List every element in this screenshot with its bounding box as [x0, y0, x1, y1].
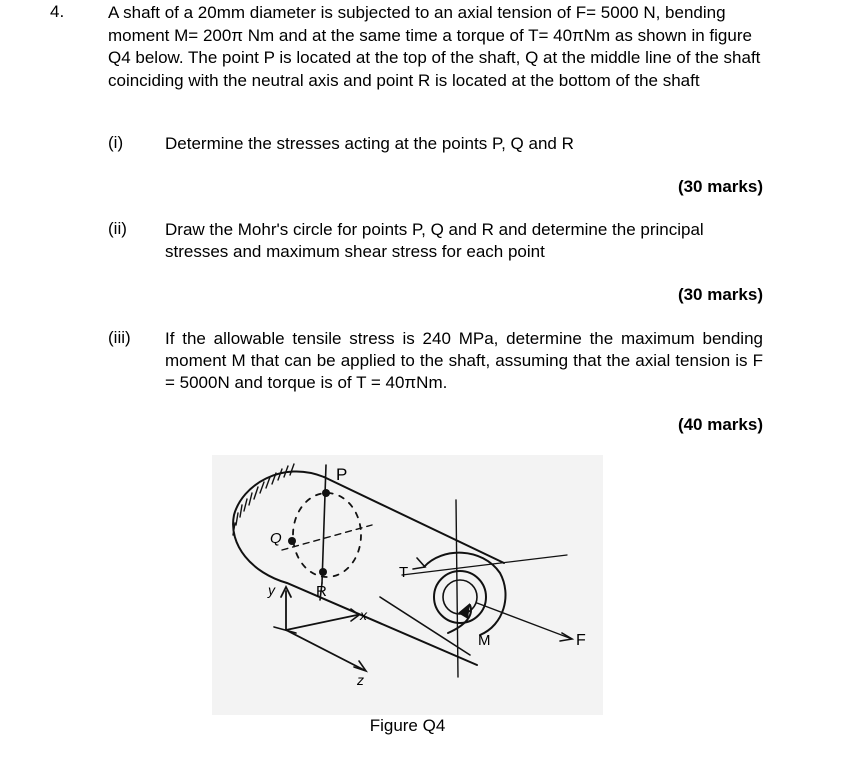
point-q-marker	[288, 537, 296, 545]
label-f: F	[576, 632, 586, 649]
label-z: z	[357, 672, 364, 688]
label-r: R	[316, 583, 327, 600]
shaft-diagram	[212, 455, 603, 715]
part-iii-label: (iii)	[108, 328, 131, 347]
question-intro: A shaft of a 20mm diameter is subjected to an axial tension of F= 5000 N, bending moment M= 200π Nm and at the same time a torque of T= 40πNm as shown in figure Q4 below. The point P is located at the top of the shaft, Q at the middle line of the shaft coinciding with the neutral axis and point R is located at the bottom of the shaft	[108, 3, 761, 90]
part-i-text: Determine the stresses acting at the points P, Q and R	[165, 134, 574, 153]
figure-caption: Figure Q4	[369, 716, 446, 735]
label-q: Q	[270, 530, 282, 547]
part-iii-text: If the allowable tensile stress is 240 MPa, determine the maximum bending moment M that can be applied to the shaft, assuming that the axial tension is F = 5000N and torque is of T = 40πNm.	[165, 329, 763, 392]
question-number: 4.	[50, 2, 65, 21]
part-ii-label: (ii)	[108, 219, 127, 238]
label-t: T	[399, 564, 409, 581]
part-ii-marks: (30 marks)	[677, 285, 763, 304]
point-r-marker	[319, 568, 327, 576]
figure-q4	[212, 455, 603, 715]
part-iii-marks: (40 marks)	[677, 415, 763, 434]
label-p: P	[336, 465, 348, 484]
part-ii-text: Draw the Mohr's circle for points P, Q and R and determine the principal stresses and maximum shear stress for each point	[165, 220, 704, 261]
point-p-marker	[322, 489, 330, 497]
label-y: y	[268, 582, 275, 598]
part-i-label: (i)	[108, 133, 124, 152]
part-i-marks: (30 marks)	[677, 177, 763, 196]
label-x: x	[360, 607, 367, 623]
label-m: M	[478, 632, 491, 649]
